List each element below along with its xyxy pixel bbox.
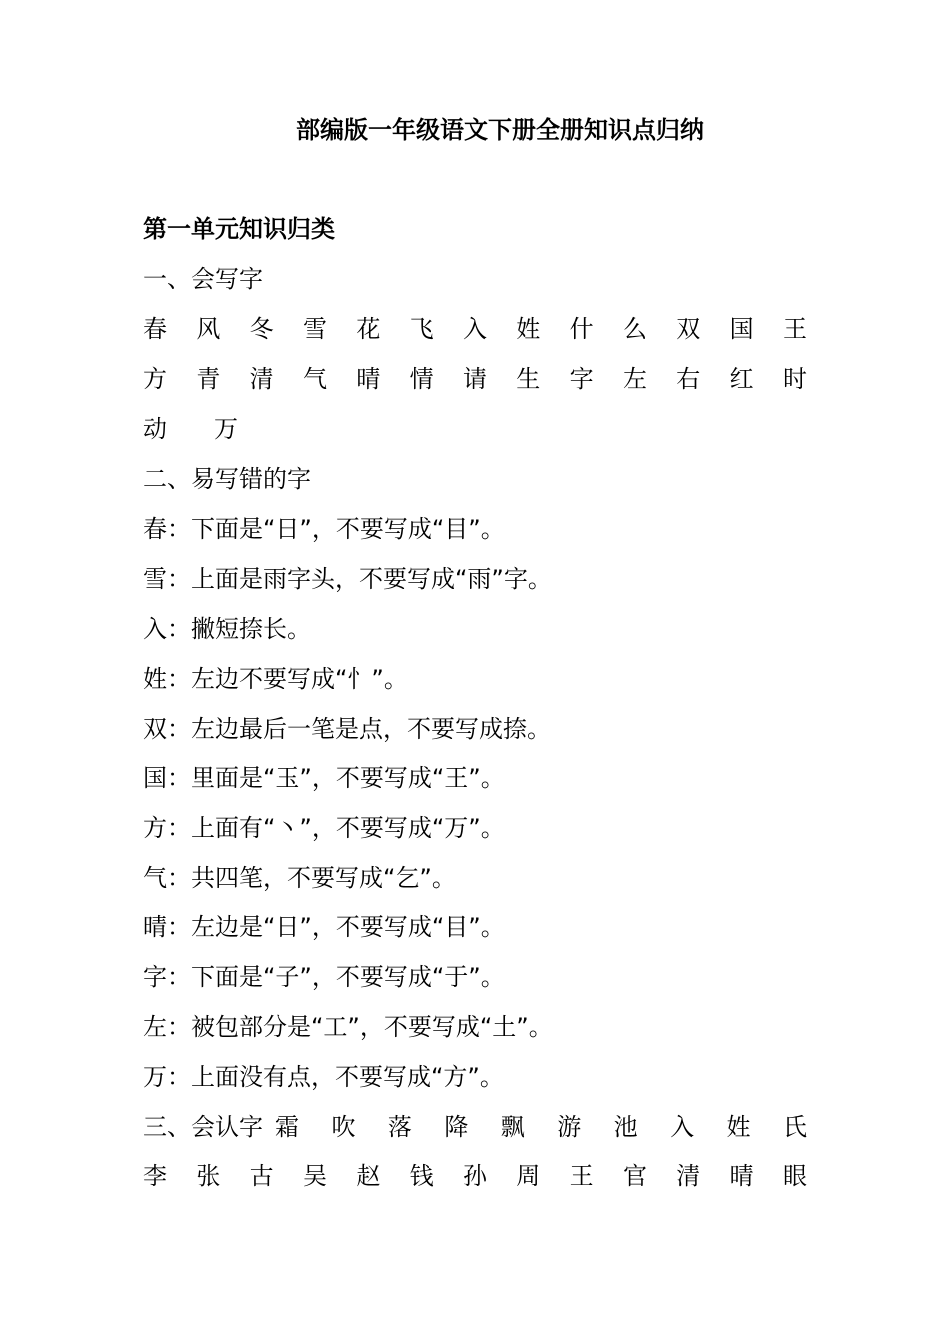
char: 游 bbox=[557, 1113, 582, 1141]
mistake-line: 春：下面是“日”，不要写成“目”。 bbox=[143, 515, 505, 543]
char: 方 bbox=[143, 365, 167, 393]
char: 飞 bbox=[409, 315, 434, 343]
read-chars-row-2 bbox=[143, 1158, 807, 1194]
char: 落 bbox=[387, 1113, 412, 1141]
document-title: 部编版一年级语文下册全册知识点归纳 bbox=[296, 116, 704, 144]
char: 姓 bbox=[516, 315, 541, 343]
char: 入 bbox=[670, 1113, 695, 1141]
char: 飘 bbox=[500, 1113, 525, 1141]
char: 什 bbox=[569, 315, 594, 343]
mistake-line: 姓：左边不要写成“忄”。 bbox=[143, 665, 408, 693]
part2-heading: 二、易写错的字 bbox=[143, 465, 311, 493]
char: 红 bbox=[729, 365, 754, 393]
char: 钱 bbox=[409, 1162, 434, 1190]
write-chars-row-2 bbox=[143, 361, 807, 397]
char: 春 bbox=[143, 315, 167, 343]
mistake-line: 左：被包部分是“工”，不要写成“土”。 bbox=[143, 1013, 553, 1041]
mistake-line: 字：下面是“子”，不要写成“于”。 bbox=[143, 963, 505, 991]
char: 周 bbox=[516, 1162, 541, 1190]
char: 吴 bbox=[302, 1162, 327, 1190]
mistake-line: 万：上面没有点，不要写成“方”。 bbox=[143, 1063, 504, 1091]
char: 时 bbox=[782, 365, 807, 393]
char: 左 bbox=[622, 365, 647, 393]
char: 青 bbox=[196, 365, 221, 393]
char: 生 bbox=[516, 365, 541, 393]
char: 动 bbox=[143, 415, 167, 443]
mistake-line: 方：上面有“丶”，不要写成“万”。 bbox=[143, 814, 505, 842]
char: 赵 bbox=[356, 1162, 381, 1190]
char: 王 bbox=[782, 315, 807, 343]
char: 国 bbox=[729, 315, 754, 343]
char: 王 bbox=[569, 1162, 594, 1190]
char: 晴 bbox=[729, 1162, 754, 1190]
part1-heading: 一、会写字 bbox=[143, 265, 263, 293]
char: 张 bbox=[196, 1162, 221, 1190]
char: 清 bbox=[249, 365, 274, 393]
char: 吹 bbox=[331, 1113, 356, 1141]
char: 风 bbox=[196, 315, 221, 343]
char: 情 bbox=[409, 365, 434, 393]
char: 姓 bbox=[726, 1113, 751, 1141]
char: 孙 bbox=[462, 1162, 487, 1190]
char: 池 bbox=[613, 1113, 638, 1141]
write-chars-row-1 bbox=[143, 311, 807, 347]
mistake-line: 双：左边最后一笔是点，不要写成捺。 bbox=[143, 715, 551, 743]
char: 降 bbox=[444, 1113, 469, 1141]
char: 气 bbox=[302, 365, 327, 393]
mistake-line: 气：共四笔，不要写成“乞”。 bbox=[143, 864, 456, 892]
part3-heading: 三、会认字 bbox=[143, 1113, 263, 1141]
char: 雪 bbox=[302, 315, 327, 343]
char: 右 bbox=[676, 365, 701, 393]
char: 古 bbox=[249, 1162, 274, 1190]
char: 万 bbox=[214, 415, 238, 443]
char: 请 bbox=[462, 365, 487, 393]
mistake-line: 入：撇短捺长。 bbox=[143, 615, 311, 643]
char: 李 bbox=[143, 1162, 167, 1190]
char: 么 bbox=[622, 315, 647, 343]
mistake-line: 晴：左边是“日”，不要写成“目”。 bbox=[143, 913, 505, 941]
section-heading: 第一单元知识归类 bbox=[143, 215, 335, 243]
char: 冬 bbox=[249, 315, 274, 343]
char: 字 bbox=[569, 365, 594, 393]
char: 官 bbox=[622, 1162, 647, 1190]
write-chars-row-3 bbox=[143, 411, 238, 447]
mistake-line: 雪：上面是雨字头，不要写成“雨”字。 bbox=[143, 565, 552, 593]
mistake-line: 国：里面是“玉”，不要写成“王”。 bbox=[143, 764, 505, 792]
char: 花 bbox=[356, 315, 381, 343]
char: 入 bbox=[462, 315, 487, 343]
char: 霜 bbox=[275, 1113, 299, 1141]
char: 双 bbox=[676, 315, 701, 343]
char: 氏 bbox=[782, 1113, 807, 1141]
read-chars-row-1 bbox=[143, 1109, 807, 1145]
char: 清 bbox=[676, 1162, 701, 1190]
char: 晴 bbox=[356, 365, 381, 393]
char: 眼 bbox=[782, 1162, 807, 1190]
